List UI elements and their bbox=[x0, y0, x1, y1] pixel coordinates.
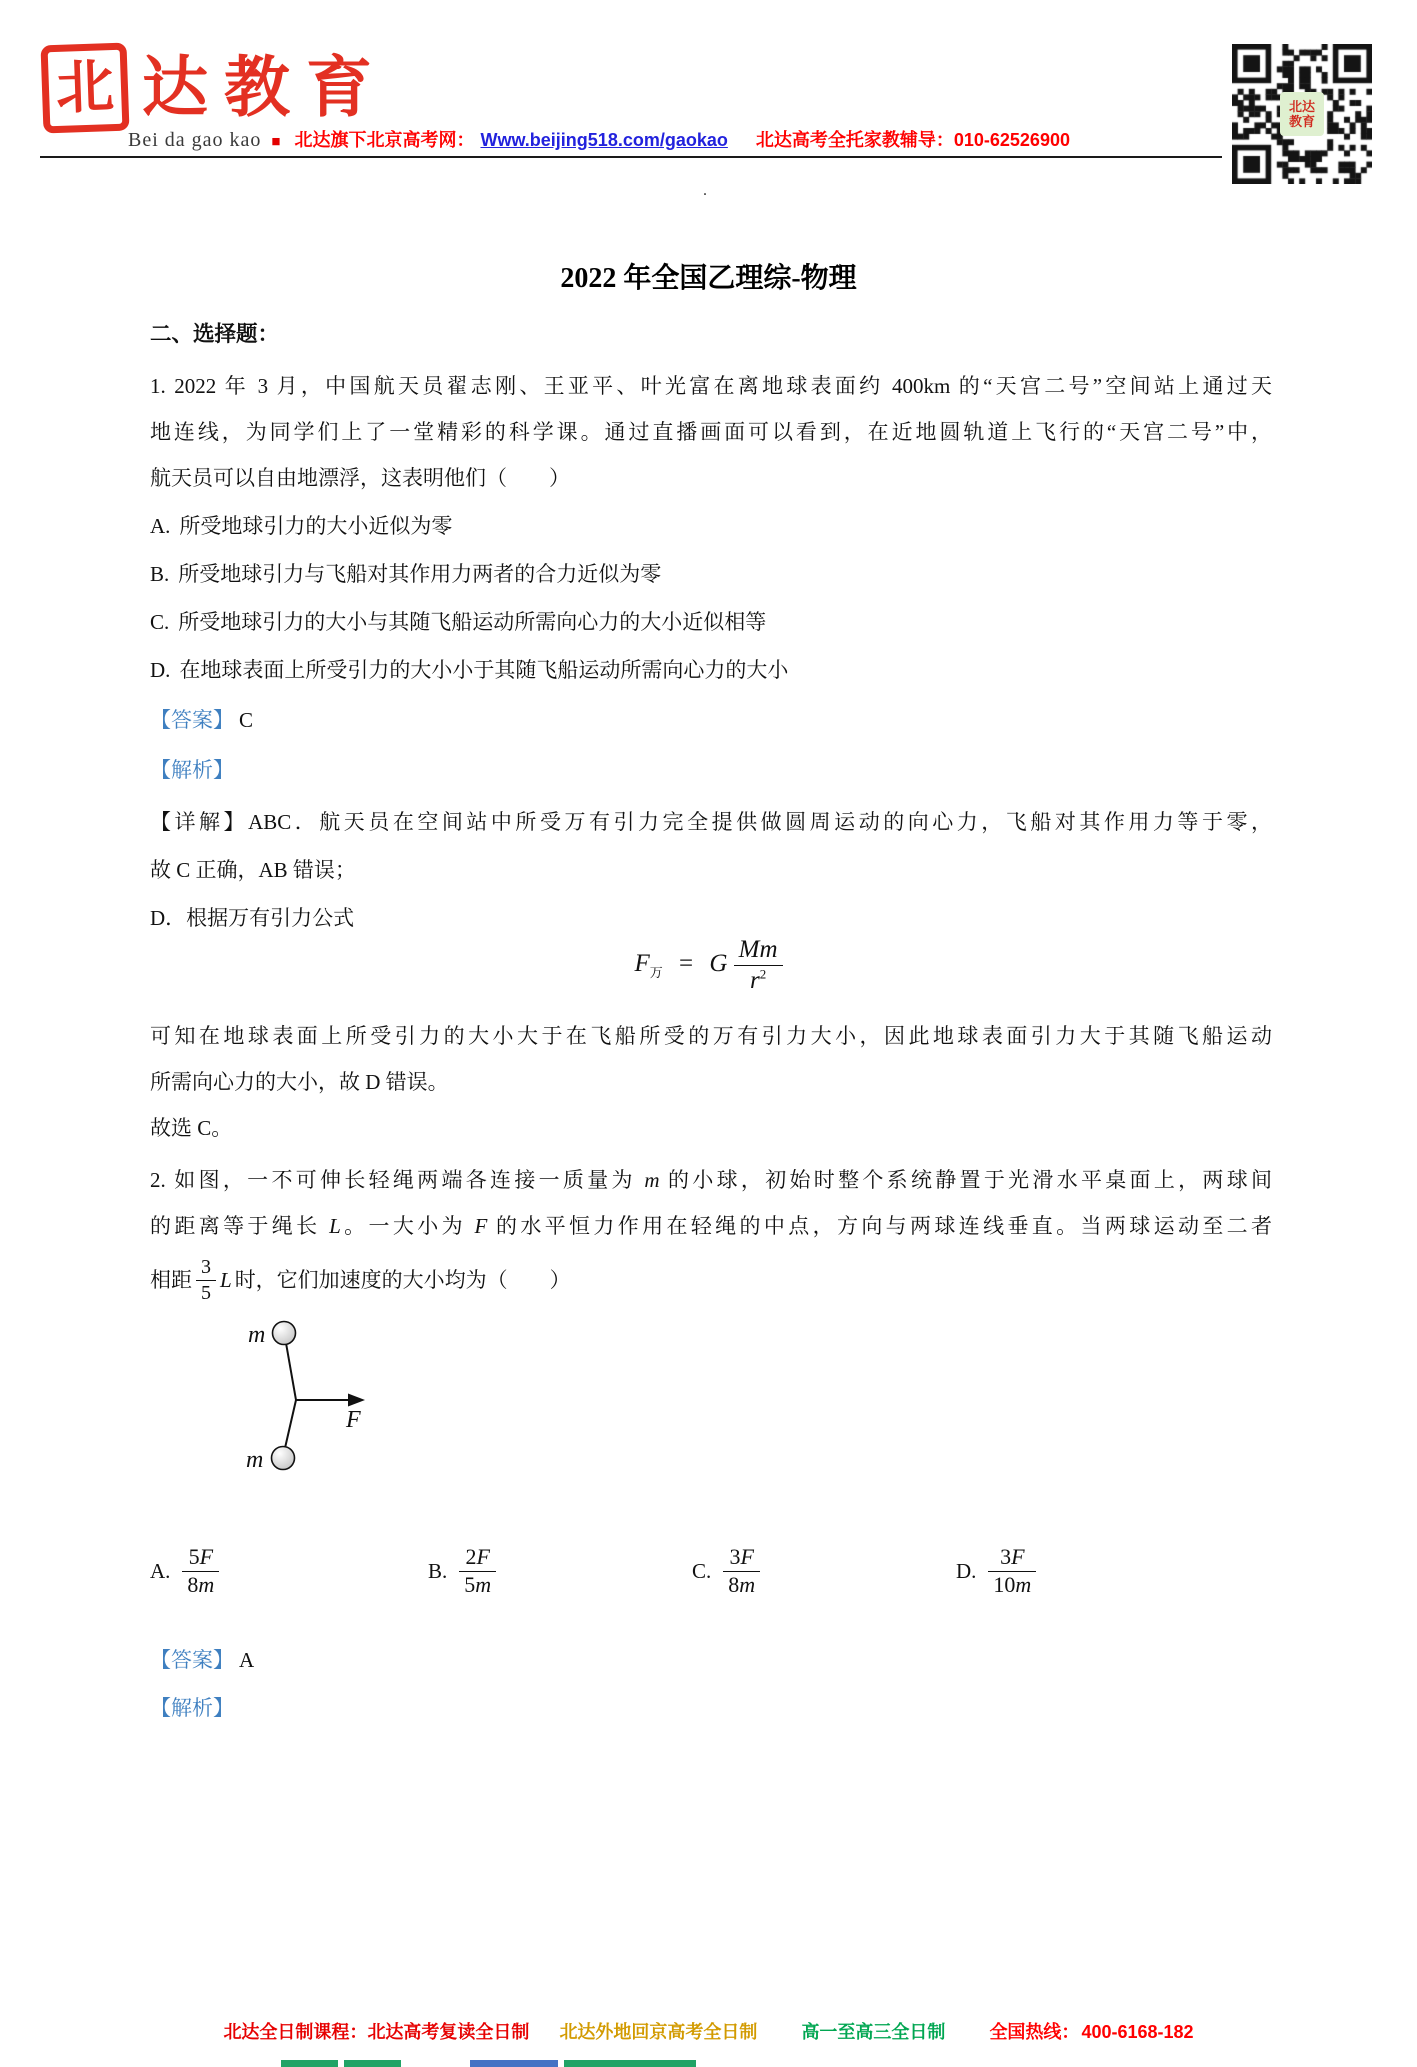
q2-l3-var-L: L bbox=[220, 1267, 232, 1292]
q1-detail-line1: 【详解】ABC．航天员在空间站中所受万有引力完全提供做圆周运动的向心力，飞船对其作用力等于零， bbox=[150, 810, 1272, 834]
bottom-strip-segment bbox=[564, 2060, 696, 2067]
ball-bottom-label: m bbox=[246, 1447, 264, 1473]
q1-option-b bbox=[150, 560, 1272, 588]
site-label: 北达旗下北京高考网： bbox=[294, 130, 475, 150]
q1-answer-line bbox=[150, 706, 1272, 734]
q2-option-c bbox=[692, 1545, 760, 1597]
force-label: F bbox=[346, 1407, 361, 1433]
q2-l3-text: 相距 bbox=[150, 1267, 192, 1292]
num-var: F bbox=[476, 1544, 490, 1569]
q2-line2 bbox=[150, 1212, 1272, 1240]
den-var: m bbox=[739, 1571, 756, 1597]
q2-l2-var-F: F bbox=[474, 1214, 488, 1238]
ball-bottom bbox=[272, 1447, 295, 1470]
section-heading: 二、选择题： bbox=[150, 322, 280, 346]
q1-line1: 1. 2022 年 3 月，中国航天员翟志刚、王亚平、叶光富在离地球表面约 400km 的“天宫二号”空间站上通过天 bbox=[150, 374, 1272, 398]
option-text: 在地球表面上所受引力的大小小于其随飞船运动所需向心力的大小 bbox=[179, 658, 789, 682]
option-fraction bbox=[988, 1545, 1036, 1597]
q2-l1-text2: 的小球，初始时整个系统静置于光滑水平桌面上，两球间 bbox=[659, 1168, 1273, 1192]
q1-line2: 地连线，为同学们上了一堂精彩的科学课。通过直播画面可以看到，在近地圆轨道上飞行的“天宫二号”中， bbox=[150, 420, 1272, 444]
qr-label-line2: 教育 bbox=[1288, 114, 1315, 129]
q2-l1-text: 2. 如图，一不可伸长轻绳两端各连接一质量为 bbox=[150, 1168, 645, 1192]
q2-line1 bbox=[150, 1166, 1272, 1194]
option-label: C. bbox=[692, 1558, 712, 1583]
q1-option-c bbox=[150, 608, 1272, 636]
three-fifths-fraction bbox=[196, 1256, 216, 1304]
option-label: C. bbox=[150, 610, 170, 634]
header-divider bbox=[40, 156, 1222, 158]
q2-option-a bbox=[150, 1545, 219, 1597]
hotline-number: 400-6168-182 bbox=[1081, 2022, 1194, 2042]
q1-line3: 航天员可以自由地漂浮，这表明他们（ ） bbox=[150, 466, 570, 490]
option-fraction bbox=[459, 1545, 496, 1597]
q2-analysis-tag bbox=[150, 1694, 1272, 1722]
answer-value: A bbox=[239, 1648, 255, 1672]
q2-diagram bbox=[190, 1320, 400, 1485]
footer-course-1: 北达高考复读全日制 bbox=[367, 2022, 530, 2042]
rope-upper bbox=[286, 1343, 296, 1400]
option-label: A. bbox=[150, 1558, 171, 1583]
num-var: F bbox=[199, 1544, 214, 1569]
tutor-phone: 010-62526900 bbox=[953, 130, 1070, 150]
brand-wordmark: 达教育 bbox=[142, 52, 388, 125]
num-var: F bbox=[740, 1544, 754, 1569]
letterhead-tagline bbox=[128, 126, 1070, 152]
qr-center-label bbox=[1280, 92, 1324, 136]
qr-label-line1: 北达 bbox=[1288, 99, 1315, 114]
option-label: A. bbox=[150, 514, 171, 538]
option-fraction bbox=[723, 1545, 760, 1597]
den-coef: 10 bbox=[993, 1571, 1016, 1597]
q2-l3-text2: 时，它们加速度的大小均为（ ） bbox=[234, 1267, 571, 1292]
formula-denominator bbox=[734, 966, 783, 995]
q2-l2-var-L: L bbox=[329, 1214, 341, 1238]
q2-l2-text2: 。一大小为 bbox=[340, 1214, 475, 1238]
q1-option-a bbox=[150, 512, 1272, 540]
force-arrow-head bbox=[348, 1394, 365, 1407]
formula-subscript: 万 bbox=[649, 965, 663, 981]
formula-equals: = bbox=[678, 950, 694, 978]
option-label: D. bbox=[150, 658, 171, 682]
bullet-square-icon: ■ bbox=[271, 134, 281, 150]
page-footer bbox=[0, 2018, 1417, 2044]
tutor-label: 北达高考全托家教辅导： bbox=[755, 130, 954, 150]
answer-tag: 【答案】 bbox=[150, 1648, 234, 1672]
q2-option-b bbox=[428, 1545, 496, 1597]
formula-G: G bbox=[709, 950, 728, 978]
num-var: F bbox=[1011, 1544, 1025, 1569]
q2-answer-line bbox=[150, 1646, 1272, 1674]
num-coef: 3 bbox=[729, 1544, 741, 1569]
footer-course-label: 北达全日制课程： bbox=[223, 2022, 368, 2042]
q2-l1-var-m: m bbox=[644, 1168, 660, 1192]
ball-top bbox=[273, 1322, 296, 1345]
q2-option-d bbox=[956, 1545, 1036, 1597]
formula-F: F bbox=[634, 950, 650, 978]
den-coef: 8 bbox=[728, 1571, 740, 1597]
q1-detail-line3: D．根据万有引力公式 bbox=[150, 906, 355, 930]
hotline-label: 全国热线： bbox=[989, 2022, 1080, 2042]
formula-den-exponent: 2 bbox=[759, 966, 767, 982]
den-var: m bbox=[475, 1571, 492, 1597]
stray-dot: . bbox=[703, 182, 707, 199]
option-label: D. bbox=[956, 1558, 977, 1583]
den-coef: 5 bbox=[464, 1571, 476, 1597]
option-label: B. bbox=[150, 562, 170, 586]
footer-hotline bbox=[989, 2022, 1193, 2042]
q1-conclusion: 故选 C。 bbox=[150, 1116, 233, 1140]
den-coef: 8 bbox=[187, 1571, 199, 1597]
q1-option-d bbox=[150, 656, 1272, 684]
rope-lower bbox=[285, 1400, 296, 1448]
q1-detail-line4: 可知在地球表面上所受引力的大小大于在飞船所受的万有引力大小，因此地球表面引力大于其随飞船运动 bbox=[150, 1024, 1272, 1048]
num-coef: 3 bbox=[1000, 1544, 1012, 1569]
option-fraction bbox=[182, 1545, 219, 1597]
brand-seal-char: 北 bbox=[54, 54, 116, 121]
formula-fraction bbox=[734, 936, 783, 995]
analysis-tag: 【解析】 bbox=[150, 1696, 234, 1720]
formula-den-base: r bbox=[749, 967, 760, 994]
q2-line3 bbox=[150, 1248, 1272, 1312]
option-text: 所受地球引力的大小近似为零 bbox=[179, 514, 453, 538]
fraction-numerator: 3 bbox=[196, 1256, 216, 1280]
fraction-denominator: 5 bbox=[201, 1281, 211, 1304]
option-label: B. bbox=[428, 1558, 448, 1583]
q1-analysis-tag bbox=[150, 756, 1272, 784]
bottom-strip-segment bbox=[470, 2060, 558, 2067]
q1-detail-line2: 故 C 正确，AB 错误； bbox=[150, 858, 356, 882]
q2-l2-text3: 的水平恒力作用在轻绳的中点，方向与两球连线垂直。当两球运动至二者 bbox=[487, 1214, 1273, 1238]
footer-course-2: 北达外地回京高考全日制 bbox=[559, 2022, 758, 2042]
site-link[interactable]: Www.beijing518.com/gaokao bbox=[480, 130, 728, 150]
option-text: 所受地球引力与飞船对其作用力两者的合力近似为零 bbox=[178, 562, 662, 586]
qr-code bbox=[1232, 44, 1372, 184]
exam-title: 2022 年全国乙理综-物理 bbox=[560, 263, 857, 294]
answer-value: C bbox=[239, 708, 254, 732]
brand-seal bbox=[40, 43, 129, 134]
q2-l2-text: 的距离等于绳长 bbox=[150, 1214, 330, 1238]
footer-course-3: 高一至高三全日制 bbox=[801, 2022, 946, 2042]
num-coef: 5 bbox=[188, 1544, 200, 1569]
brand-romanization: Bei da gao kao bbox=[128, 129, 262, 151]
analysis-tag: 【解析】 bbox=[150, 758, 234, 782]
bottom-strip-segment bbox=[281, 2060, 338, 2067]
ball-top-label: m bbox=[248, 1322, 266, 1348]
den-var: m bbox=[1015, 1571, 1032, 1597]
bottom-strip-segment bbox=[344, 2060, 401, 2067]
answer-tag: 【答案】 bbox=[150, 708, 234, 732]
option-text: 所受地球引力的大小与其随飞船运动所需向心力的大小近似相等 bbox=[178, 610, 767, 634]
formula-numerator: Mm bbox=[734, 936, 783, 966]
gravity-formula bbox=[0, 936, 1417, 995]
q1-detail-line5: 所需向心力的大小，故 D 错误。 bbox=[150, 1070, 449, 1094]
den-var: m bbox=[198, 1571, 215, 1597]
num-coef: 2 bbox=[465, 1544, 477, 1569]
